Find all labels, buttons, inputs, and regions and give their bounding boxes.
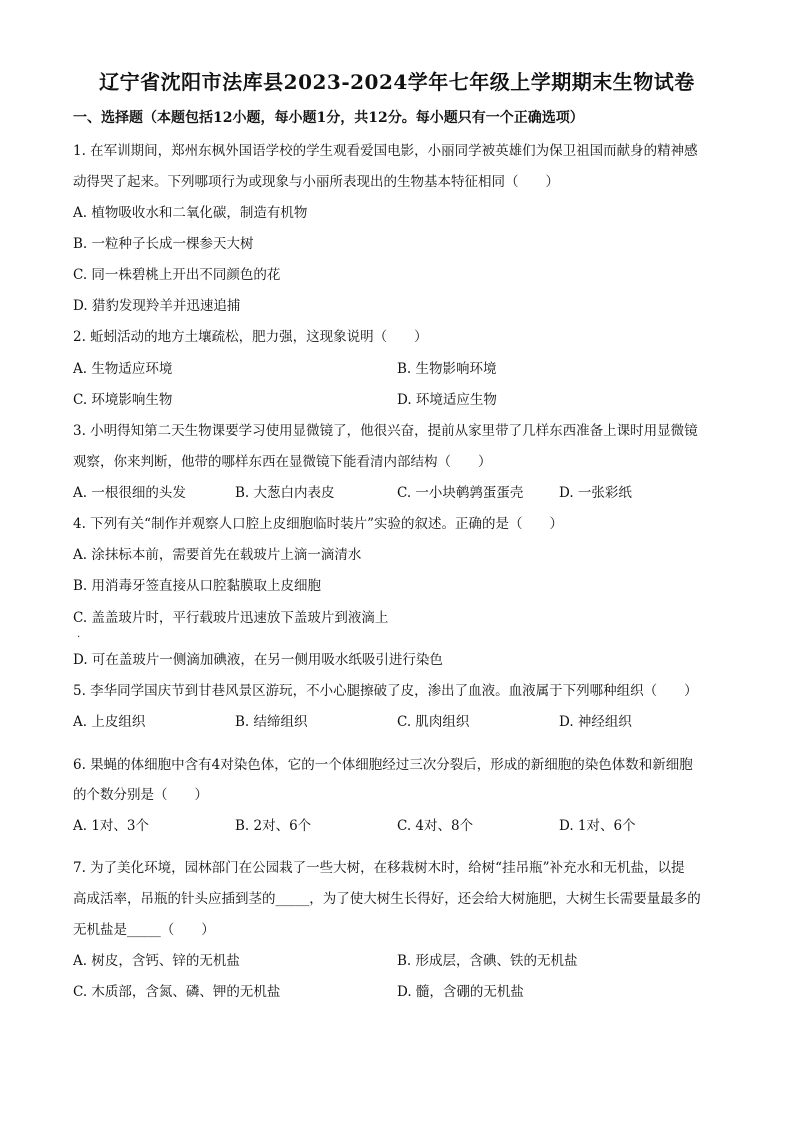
question-7-option-c: C. 木质部，含氮、磷、钾的无机盐 bbox=[73, 984, 281, 1000]
question-5-option-d: D. 神经组织 bbox=[559, 714, 632, 730]
question-5-option-b: B. 结缔组织 bbox=[235, 714, 308, 730]
question-7-option-d: D. 髓，含硼的无机盐 bbox=[397, 984, 524, 1000]
question-2-option-c: C. 环境影响生物 bbox=[73, 392, 173, 408]
question-3-option-b: B. 大葱白内表皮 bbox=[235, 485, 335, 501]
stray-dot: . bbox=[77, 629, 81, 640]
question-1-stem-line-2: 动得哭了起来。下列哪项行为或现象与小丽所表现出的生物基本特征相同（ ） bbox=[73, 174, 559, 190]
question-6-option-d: D. 1对、6个 bbox=[559, 818, 636, 834]
question-3-stem-line-1: 3. 小明得知第二天生物课要学习使用显微镜了，他很兴奋，提前从家里带了几样东西准备上课时用显微镜 bbox=[73, 423, 698, 439]
question-3-option-d: D. 一张彩纸 bbox=[559, 485, 632, 501]
question-3-option-a: A. 一根很细的头发 bbox=[73, 485, 186, 501]
page-title: 辽宁省沈阳市法库县2023-2024学年七年级上学期期末生物试卷 bbox=[99, 70, 695, 94]
question-3-option-c: C. 一小块鹌鹑蛋蛋壳 bbox=[397, 485, 524, 501]
question-5-option-c: C. 肌肉组织 bbox=[397, 714, 470, 730]
question-1-option-c: C. 同一株碧桃上开出不同颜色的花 bbox=[73, 267, 281, 283]
question-7-option-a: A. 树皮，含钙、锌的无机盐 bbox=[73, 953, 240, 969]
question-4-option-a: A. 涂抹标本前，需要首先在载玻片上滴一滴清水 bbox=[73, 547, 362, 563]
question-4-stem-line-1: 4. 下列有关“制作并观察人口腔上皮细胞临时装片”实验的叙述。正确的是（ ） bbox=[73, 516, 563, 532]
question-1-option-a: A. 植物吸收水和二氧化碳，制造有机物 bbox=[73, 205, 308, 221]
section-heading: 一、选择题（本题包括12小题，每小题1分，共12分。每小题只有一个正确选项） bbox=[73, 110, 584, 126]
question-3-stem-line-2: 观察，你来判断，他带的哪样东西在显微镜下能看清内部结构（ ） bbox=[73, 454, 492, 470]
question-1-option-d: D. 猎豹发现羚羊并迅速追捕 bbox=[73, 298, 241, 314]
question-5-option-a: A. 上皮组织 bbox=[73, 714, 146, 730]
question-6-stem-line-1: 6. 果蝇的体细胞中含有4对染色体，它的一个体细胞经过三次分裂后，形成的新细胞的染色体数和新细胞 bbox=[73, 757, 693, 773]
question-5-stem-line-1: 5. 李华同学国庆节到甘巷风景区游玩，不小心腿擦破了皮，渗出了血液。血液属于下列哪种组织（ ） bbox=[73, 683, 698, 699]
question-1-option-b: B. 一粒种子长成一棵参天大树 bbox=[73, 236, 254, 252]
question-6-option-b: B. 2对、6个 bbox=[235, 818, 312, 834]
question-7-option-b: B. 形成层，含碘、铁的无机盐 bbox=[397, 953, 578, 969]
question-6-option-a: A. 1对、3个 bbox=[73, 818, 150, 834]
question-6-stem-line-2: 的个数分别是（ ） bbox=[73, 787, 208, 803]
question-2-stem-line-1: 2. 蚯蚓活动的地方土壤疏松，肥力强，这现象说明（ ） bbox=[73, 329, 428, 345]
question-4-option-c: C. 盖盖玻片时，平行载玻片迅速放下盖玻片到液滴上 bbox=[73, 610, 389, 626]
question-7-stem-line-1: 7. 为了美化环境，园林部门在公园栽了一些大树，在移栽树木时，给树“挂吊瓶”补充水和无机盐，以提 bbox=[73, 860, 685, 876]
question-7-stem-line-2: 高成活率，吊瓶的针头应插到茎的_____，为了使大树生长得好，还会给大树施肥，大树生长需要量最多的 bbox=[73, 891, 701, 907]
question-1-stem-line-1: 1. 在军训期间，郑州东枫外国语学校的学生观看爱国电影，小丽同学被英雄们为保卫祖国而献身的精神感 bbox=[73, 143, 698, 159]
question-6-option-c: C. 4对、8个 bbox=[397, 818, 474, 834]
question-2-option-b: B. 生物影响环境 bbox=[397, 361, 497, 377]
question-4-option-b: B. 用消毒牙签直接从口腔黏膜取上皮细胞 bbox=[73, 578, 322, 594]
question-7-stem-line-3: 无机盐是_____（ ） bbox=[73, 922, 215, 938]
question-2-option-a: A. 生物适应环境 bbox=[73, 361, 173, 377]
question-4-option-d: D. 可在盖玻片一侧滴加碘液，在另一侧用吸水纸吸引进行染色 bbox=[73, 652, 443, 668]
question-2-option-d: D. 环境适应生物 bbox=[397, 392, 497, 408]
